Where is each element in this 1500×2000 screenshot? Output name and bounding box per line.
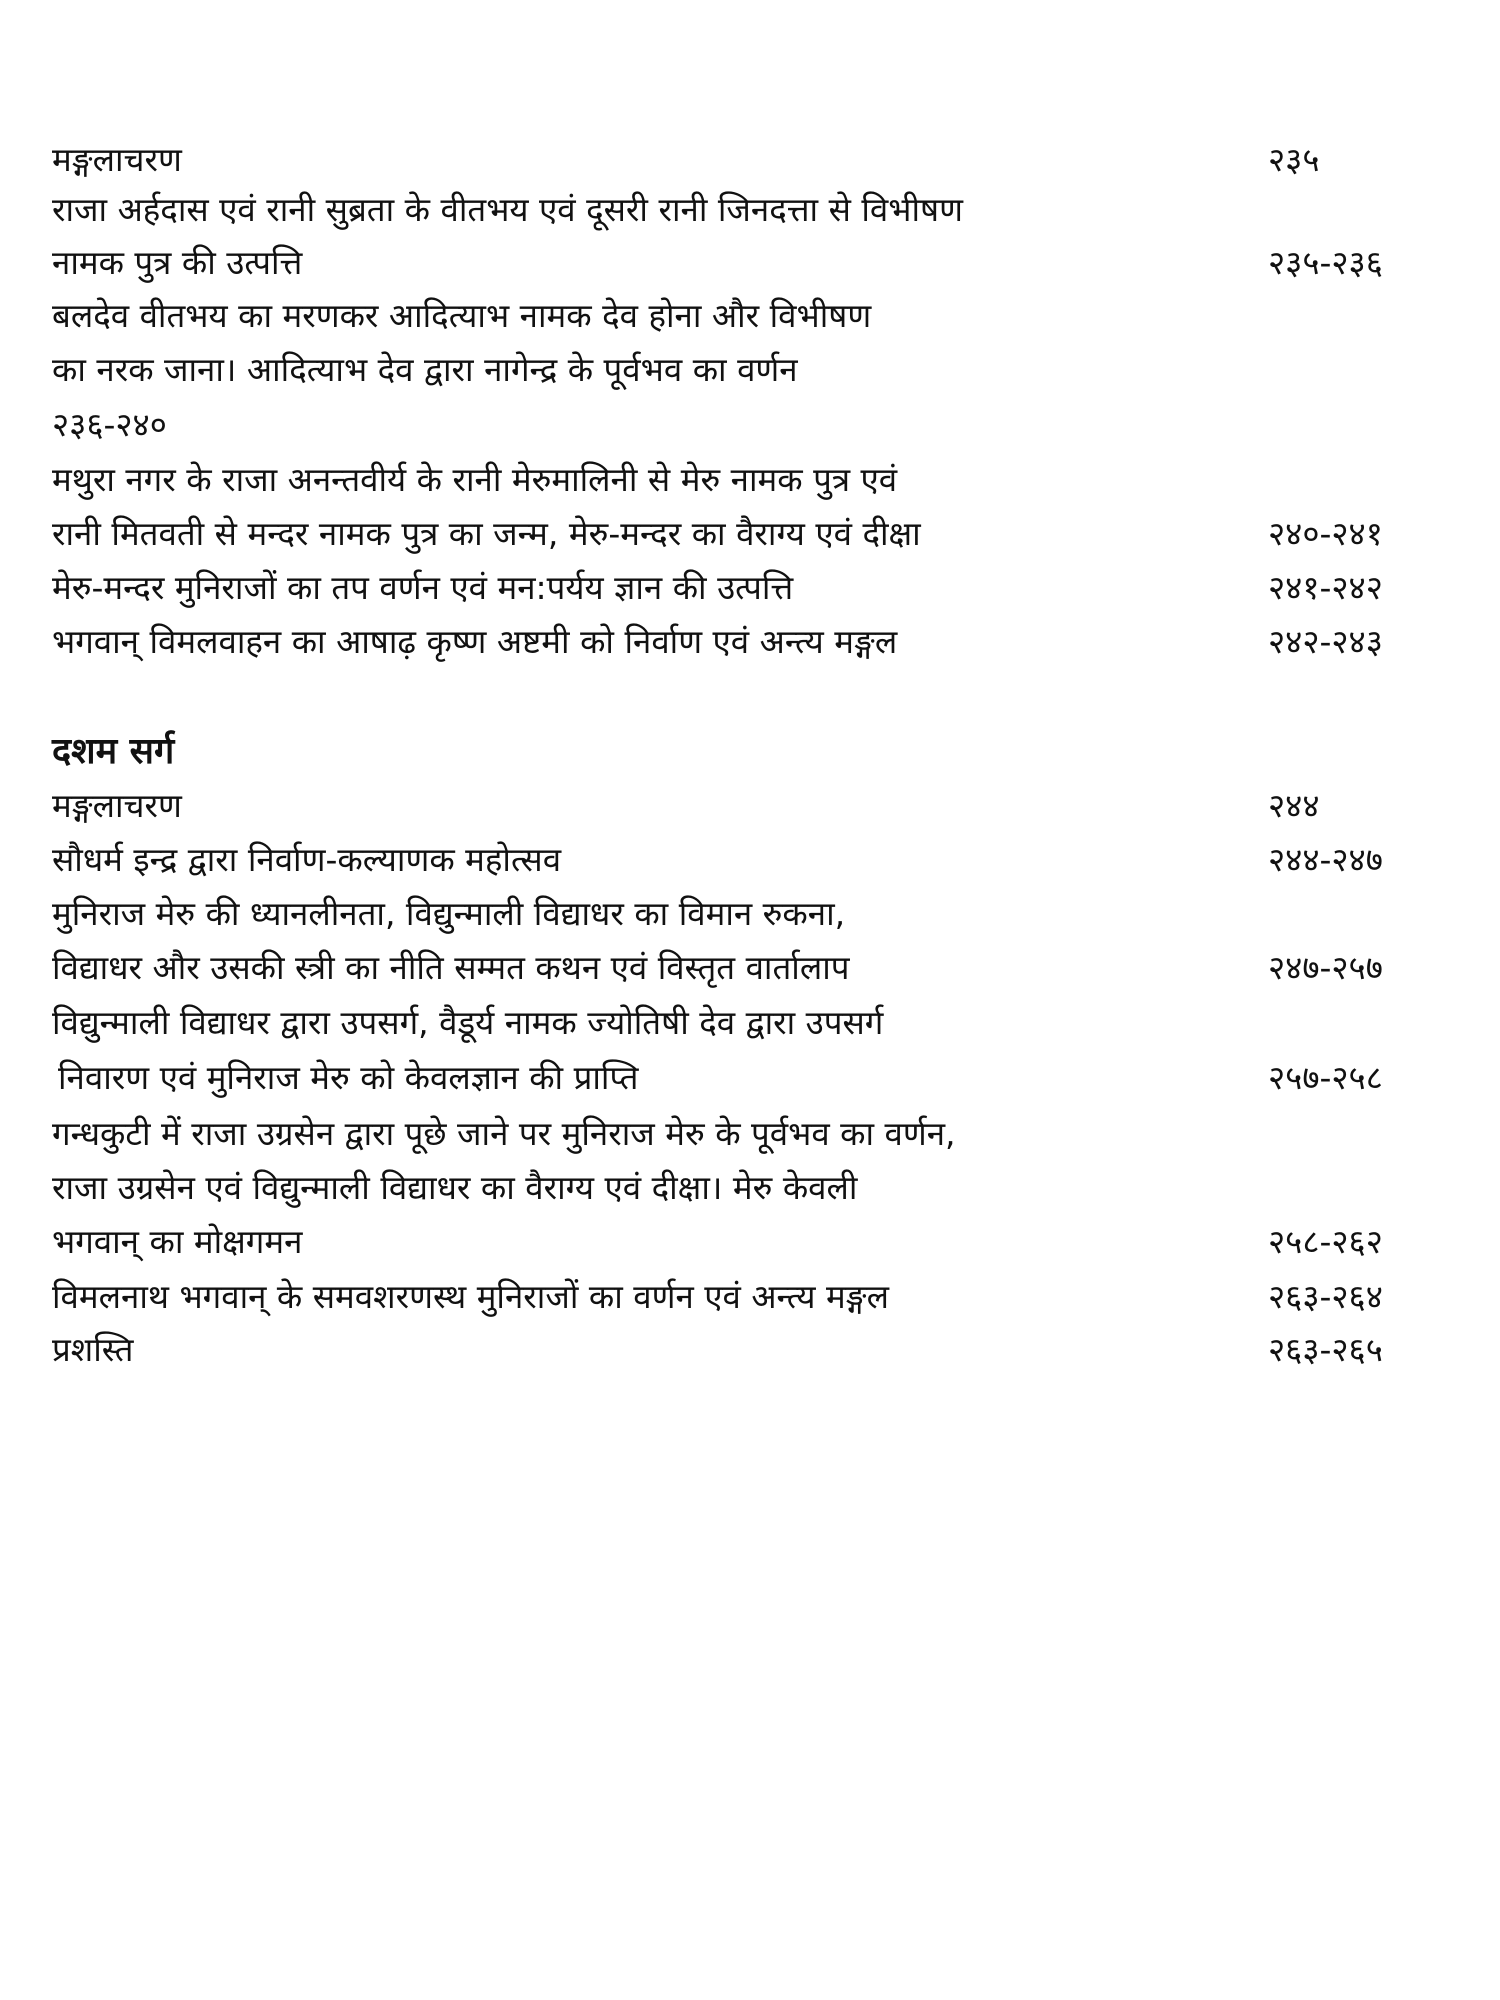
toc-entry-page: २६३-२६५ (1268, 1330, 1383, 1369)
toc-entry-text: मथुरा नगर के राजा अनन्तवीर्य के रानी मेरुमालिनी से मेरु नामक पुत्र एवं (52, 460, 898, 499)
toc-entry-text: भगवान् विमलवाहन का आषाढ़ कृष्ण अष्टमी को निर्वाण एवं अन्त्य मङ्गल (52, 622, 898, 661)
toc-entry-page: २३५ (1268, 140, 1320, 179)
toc-entry-page: २४७-२५७ (1268, 948, 1383, 987)
toc-entry-page: २४१-२४२ (1268, 568, 1383, 607)
toc-entry-text: मङ्गलाचरण (52, 140, 182, 179)
toc-entry-text: नामक पुत्र की उत्पत्ति (52, 243, 303, 282)
toc-entry-text: राजा अर्हदास एवं रानी सुब्रता के वीतभय एवं दूसरी रानी जिनदत्ता से विभीषण (52, 190, 963, 229)
toc-entry-text: विद्युन्माली विद्याधर द्वारा उपसर्ग, वैडूर्य नामक ज्योतिषी देव द्वारा उपसर्ग (52, 1003, 884, 1042)
toc-entry-page: २५८-२६२ (1268, 1222, 1383, 1261)
toc-entry-page: २३५-२३६ (1268, 243, 1383, 282)
toc-entry-page: २४४ (1268, 786, 1320, 825)
toc-entry-text: विद्याधर और उसकी स्त्री का नीति सम्मत कथन एवं विस्तृत वार्तालाप (52, 948, 850, 987)
toc-entry-page: २४४-२४७ (1268, 840, 1383, 879)
toc-entry-text: निवारण एवं मुनिराज मेरु को केवलज्ञान की प्राप्ति (58, 1058, 639, 1097)
toc-entry-text: राजा उग्रसेन एवं विद्युन्माली विद्याधर का वैराग्य एवं दीक्षा। मेरु केवली (52, 1168, 858, 1207)
toc-entry-text: रानी मितवती से मन्दर नामक पुत्र का जन्म, मेरु-मन्दर का वैराग्य एवं दीक्षा (52, 514, 921, 553)
toc-entry-text: प्रशस्ति (52, 1330, 134, 1369)
toc-entry-page: २४२-२४३ (1268, 622, 1383, 661)
toc-entry-text: मङ्गलाचरण (52, 786, 182, 825)
toc-entry-text: भगवान् का मोक्षगमन (52, 1222, 303, 1261)
toc-entry-page: २४०-२४१ (1268, 514, 1383, 553)
toc-entry-text: सौधर्म इन्द्र द्वारा निर्वाण-कल्याणक महोत्सव (52, 840, 562, 879)
toc-entry-text: बलदेव वीतभय का मरणकर आदित्याभ नामक देव होना और विभीषण (52, 296, 872, 335)
section-heading: दशम सर्ग (52, 731, 175, 772)
toc-entry-page: २५७-२५८ (1268, 1058, 1383, 1097)
toc-entry-text: गन्धकुटी में राजा उग्रसेन द्वारा पूछे जाने पर मुनिराज मेरु के पूर्वभव का वर्णन, (52, 1114, 956, 1153)
toc-entry-page: २६३-२६४ (1268, 1277, 1383, 1316)
toc-entry-page-inline: २३६-२४० (52, 405, 167, 444)
toc-entry-text: मुनिराज मेरु की ध्यानलीनता, विद्युन्माली विद्याधर का विमान रुकना, (52, 894, 846, 933)
toc-entry-text: मेरु-मन्दर मुनिराजों का तप वर्णन एवं मन:पर्यय ज्ञान की उत्पत्ति (52, 568, 794, 607)
toc-entry-text: का नरक जाना। आदित्याभ देव द्वारा नागेन्द्र के पूर्वभव का वर्णन (52, 350, 798, 389)
toc-entry-text: विमलनाथ भगवान् के समवशरणस्थ मुनिराजों का वर्णन एवं अन्त्य मङ्गल (52, 1277, 889, 1316)
